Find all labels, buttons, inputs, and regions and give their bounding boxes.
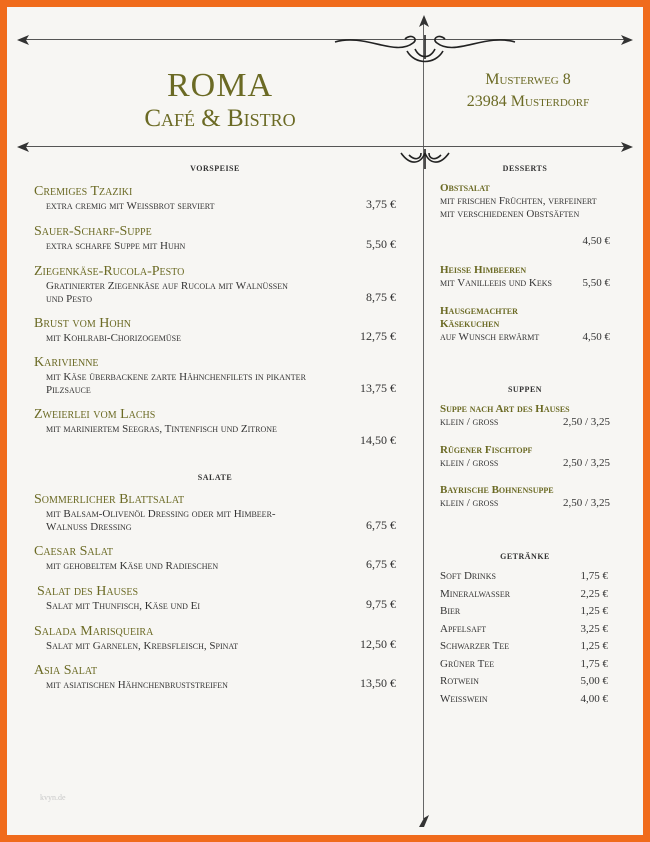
dish-description: mit Balsam-Olivenöl Dressing oder mit Himbeer-Walnuss Dressing — [46, 508, 276, 533]
dish-price: 4,50 € — [582, 331, 610, 343]
dish-price: 12,50 € — [360, 637, 396, 651]
dish-description: auf Wunsch erwärmt — [440, 331, 540, 343]
dish-description: mit frischen Früchten, verfeinert mit verschiedenen Obstsäften — [440, 195, 597, 220]
menu-item — [34, 583, 396, 613]
dish-price: 3,75 € — [366, 197, 396, 211]
drink-item — [440, 640, 608, 657]
dish-price: 5,50 € — [366, 237, 396, 251]
arrow-up-icon — [418, 15, 430, 29]
dish-name: Ziegenkäse-Rucola-Pesto — [34, 264, 185, 279]
dish-description: mit gehobeltem Käse und Radieschen — [46, 560, 219, 572]
dish-price: 8,75 € — [366, 290, 396, 304]
section-heading-getraenke: getränke — [500, 548, 550, 562]
drink-price: 5,00 € — [580, 675, 608, 687]
dish-price: 13,75 € — [360, 381, 396, 395]
drink-price: 1,75 € — [580, 570, 608, 582]
dish-name: Sommerlicher Blattsalat — [34, 492, 185, 507]
drink-name: Rotwein — [440, 675, 479, 687]
drink-name: Schwarzer Tee — [440, 640, 510, 652]
dish-name: Hausgemachter Käsekuchen — [440, 305, 518, 330]
dish-price: 5,50 € — [582, 277, 610, 289]
menu-item — [34, 263, 396, 306]
dish-description: Gratinierter Ziegenkäse auf Rucola mit Walnüssen und Pesto — [46, 280, 288, 305]
dish-price: 6,75 € — [366, 518, 396, 532]
address-street: Musterweg 8 — [485, 71, 571, 88]
dish-name: Obstsalat — [440, 182, 490, 194]
dish-name: Salada Marisqueira — [34, 624, 154, 639]
menu-item — [34, 183, 396, 213]
dish-description: klein / gross — [440, 457, 499, 469]
drink-price: 1,25 € — [580, 605, 608, 617]
drink-name: Mineralwasser — [440, 588, 511, 600]
section-heading-suppen: suppen — [507, 381, 543, 395]
dish-name: Caesar Salat — [34, 544, 113, 559]
menu-item — [34, 406, 396, 447]
drink-price: 4,00 € — [580, 693, 608, 705]
dish-price: 12,75 € — [360, 329, 396, 343]
center-divider-line — [423, 21, 424, 819]
menu-item — [440, 264, 610, 290]
dish-name: Karivienne — [34, 355, 99, 370]
dish-description: mit asiatischen Hähnchenbruststreifen — [46, 679, 228, 691]
dish-price: 4,50 € — [582, 235, 610, 247]
menu-item — [34, 315, 396, 345]
menu-item — [34, 662, 396, 692]
section-heading-vorspeise: vorspeise — [190, 160, 240, 174]
dish-description: Salat mit Thunfisch, Käse und Ei — [46, 600, 201, 612]
drink-item — [440, 588, 608, 605]
drink-name: Weisswein — [440, 693, 488, 705]
dish-name: Suppe nach Art des Hauses — [440, 403, 570, 415]
watermark: kvyn.de — [40, 793, 66, 802]
dish-description: mit Vanilleeis und Keks — [440, 277, 552, 289]
dish-name: Rügener Fischtopf — [440, 444, 533, 456]
drink-price: 3,25 € — [580, 623, 608, 635]
menu-page — [7, 7, 643, 835]
drink-item — [440, 623, 608, 640]
dish-description: Salat mit Garnelen, Krebsfleisch, Spinat — [46, 640, 239, 652]
dish-price: 2,50 / 3,25 — [562, 457, 610, 469]
arrow-left-icon — [17, 34, 37, 46]
menu-item — [440, 305, 610, 344]
dish-price: 13,50 € — [360, 676, 396, 690]
drink-name: Apfelsaft — [440, 623, 487, 635]
dish-description: klein / gross — [440, 497, 499, 509]
section-heading-desserts: desserts — [502, 160, 548, 174]
drink-name: Bier — [440, 605, 461, 617]
arrow-left-icon — [17, 141, 37, 153]
drink-item — [440, 570, 608, 587]
menu-item — [440, 444, 610, 470]
dish-name: Asia Salat — [34, 663, 98, 678]
flourish-ornament-icon — [325, 29, 525, 69]
dish-name: Zweierlei vom Lachs — [34, 407, 156, 422]
dish-name: Salat des Hauses — [37, 584, 139, 599]
dish-price: 2,50 / 3,25 — [562, 497, 610, 509]
dish-price: 2,50 / 3,25 — [562, 416, 610, 428]
top-rule — [21, 39, 627, 40]
address-city: 23984 Musterdorf — [466, 93, 590, 110]
menu-item — [34, 543, 396, 573]
arrow-right-icon — [613, 34, 633, 46]
address — [440, 69, 616, 113]
menu-item — [440, 403, 610, 429]
menu-item — [34, 623, 396, 653]
restaurant-subtitle: Café & Bistro — [144, 105, 296, 132]
dish-description: mit Käse überbackene zarte Hähnchenfilets in pikanter Pilzsauce — [46, 371, 306, 396]
drink-item — [440, 693, 608, 710]
dish-name: Brust vom Hohn — [34, 316, 132, 331]
dish-description: mit mariniertem Seegras, Tintenfisch und Zitrone — [46, 423, 277, 435]
arrow-down-icon — [418, 813, 430, 827]
dish-description: extra scharfe Suppe mit Huhn — [46, 240, 186, 252]
arrow-right-icon — [613, 141, 633, 153]
dish-price: 6,75 € — [366, 557, 396, 571]
drink-price: 1,75 € — [580, 658, 608, 670]
menu-item — [34, 491, 396, 534]
restaurant-name: ROMA — [166, 67, 274, 104]
dish-name: Heisse Himbeeren — [440, 264, 527, 276]
menu-item — [440, 484, 610, 510]
menu-item — [440, 182, 610, 247]
dish-description: mit Kohlrabi-Chorizogemüse — [46, 332, 182, 344]
section-heading-salate: salate — [197, 469, 233, 483]
menu-item — [34, 354, 396, 397]
drink-name: Grüner Tee — [440, 658, 495, 670]
drink-item — [440, 605, 608, 622]
drink-item — [440, 658, 608, 675]
dish-name: Cremiges Tzaziki — [34, 184, 133, 199]
header-bottom-rule — [21, 146, 627, 147]
dish-description: klein / gross — [440, 416, 499, 428]
drink-price: 1,25 € — [580, 640, 608, 652]
drink-price: 2,25 € — [580, 588, 608, 600]
dish-name: Bayrische Bohnensuppe — [440, 484, 554, 496]
dish-price: 14,50 € — [360, 433, 396, 447]
dish-price: 9,75 € — [366, 597, 396, 611]
drink-item — [440, 675, 608, 692]
dish-description: extra cremig mit Weissbrot serviert — [46, 200, 215, 212]
dish-name: Sauer-Scharf-Suppe — [34, 224, 152, 239]
drink-name: Soft Drinks — [440, 570, 496, 582]
menu-item — [34, 223, 396, 253]
